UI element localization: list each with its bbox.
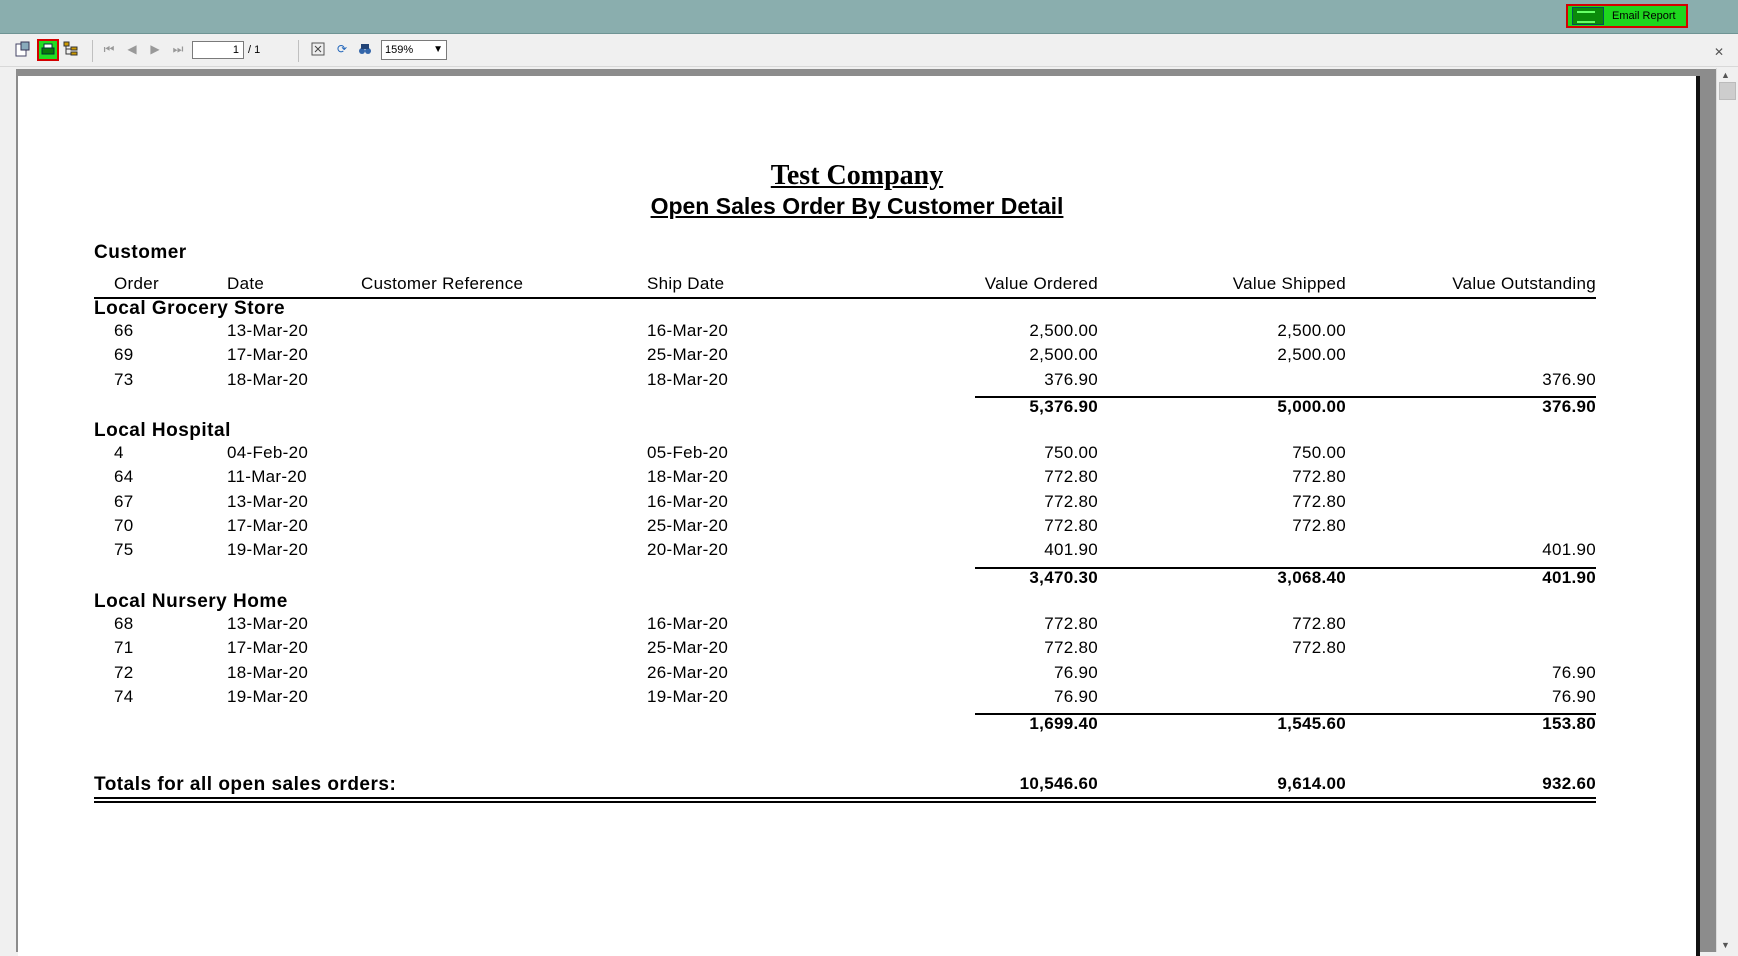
close-icon[interactable]: ✕ [1714, 45, 1725, 59]
company-name: Test Company [770, 160, 944, 191]
ship-date: 16-Mar-20 [647, 492, 729, 511]
report-toolbar [0, 34, 1738, 67]
ship-date: 26-Mar-20 [647, 663, 729, 682]
scroll-thumb[interactable] [1719, 82, 1736, 100]
order-number: 72 [114, 663, 134, 682]
value-shipped: 772.80 [1292, 492, 1346, 511]
ship-date: 16-Mar-20 [647, 321, 729, 340]
subtotal-outstanding: 376.90 [1542, 397, 1596, 416]
ship-date: 20-Mar-20 [647, 540, 729, 559]
subtotal-outstanding: 153.80 [1542, 714, 1596, 733]
value-ordered: 772.80 [1044, 614, 1098, 633]
zoom-value: 159% [385, 44, 414, 56]
email-report-label: Email Report [1612, 10, 1676, 22]
value-ordered: 772.80 [1044, 467, 1098, 486]
order-number: 4 [114, 443, 124, 462]
order-date: 17-Mar-20 [227, 638, 309, 657]
report-title: Open Sales Order By Customer Detail [650, 193, 1064, 219]
refresh-icon[interactable]: ⟳ [336, 42, 348, 56]
scroll-down-icon[interactable]: ▼ [1721, 940, 1730, 950]
ship-date: 18-Mar-20 [647, 370, 729, 389]
envelope-icon [1572, 7, 1604, 25]
grand-total-rule-top [94, 797, 1596, 799]
stop-icon[interactable] [310, 41, 326, 57]
order-number: 64 [114, 467, 134, 486]
customer-group-name: Local Nursery Home [94, 591, 288, 612]
ship-date: 25-Mar-20 [647, 638, 729, 657]
customer-group-name: Local Hospital [94, 420, 231, 441]
order-number: 73 [114, 370, 134, 389]
order-date: 18-Mar-20 [227, 370, 309, 389]
scroll-up-icon[interactable]: ▲ [1721, 70, 1730, 80]
value-ordered: 750.00 [1044, 443, 1098, 462]
order-number: 67 [114, 492, 134, 511]
value-ordered: 772.80 [1044, 638, 1098, 657]
value-ordered: 76.90 [1053, 687, 1098, 706]
zoom-select[interactable] [381, 40, 447, 60]
previous-page-icon[interactable]: ◀ [127, 42, 137, 56]
order-date: 11-Mar-20 [227, 467, 307, 486]
value-ordered: 376.90 [1044, 370, 1098, 389]
header-date: Date [227, 274, 265, 293]
subtotal-shipped: 5,000.00 [1277, 397, 1346, 416]
value-outstanding: 401.90 [1542, 540, 1596, 559]
value-shipped: 772.80 [1292, 638, 1346, 657]
subtotal-ordered: 1,699.40 [1029, 714, 1098, 733]
order-number: 68 [114, 614, 134, 633]
order-number: 66 [114, 321, 134, 340]
grand-total-outstanding: 932.60 [1542, 774, 1596, 793]
order-number: 71 [114, 638, 134, 657]
export-icon[interactable] [14, 41, 30, 57]
header-value-ordered: Value Ordered [984, 274, 1098, 293]
order-number: 69 [114, 345, 134, 364]
value-ordered: 401.90 [1044, 540, 1098, 559]
order-date: 13-Mar-20 [227, 492, 309, 511]
subtotal-ordered: 3,470.30 [1029, 568, 1098, 587]
value-outstanding: 76.90 [1551, 687, 1596, 706]
subtotal-shipped: 1,545.60 [1277, 714, 1346, 733]
value-ordered: 772.80 [1044, 492, 1098, 511]
header-value-shipped: Value Shipped [1232, 274, 1346, 293]
group-tree-icon[interactable] [63, 41, 79, 57]
report-page [18, 76, 1700, 956]
value-ordered: 2,500.00 [1029, 345, 1098, 364]
subtotal-ordered: 5,376.90 [1029, 397, 1098, 416]
page-count: / 1 [248, 44, 261, 56]
order-date: 13-Mar-20 [227, 614, 309, 633]
ship-date: 05-Feb-20 [647, 443, 729, 462]
print-icon[interactable] [37, 39, 59, 61]
header-customer: Customer [94, 242, 187, 263]
subtotal-shipped: 3,068.40 [1277, 568, 1346, 587]
order-number: 75 [114, 540, 134, 559]
grand-total-shipped: 9,614.00 [1277, 774, 1346, 793]
value-shipped: 750.00 [1292, 443, 1346, 462]
ship-date: 16-Mar-20 [647, 614, 729, 633]
value-outstanding: 76.90 [1551, 663, 1596, 682]
header-rule [94, 297, 1596, 299]
value-ordered: 76.90 [1053, 663, 1098, 682]
value-ordered: 772.80 [1044, 516, 1098, 535]
value-shipped: 772.80 [1292, 516, 1346, 535]
grand-total-ordered: 10,546.60 [1019, 774, 1098, 793]
ship-date: 19-Mar-20 [647, 687, 729, 706]
order-number: 74 [114, 687, 134, 706]
report-viewer [16, 69, 1716, 952]
order-date: 17-Mar-20 [227, 345, 309, 364]
vertical-scrollbar[interactable] [1716, 68, 1737, 952]
chevron-down-icon: ▼ [433, 44, 443, 55]
ship-date: 25-Mar-20 [647, 345, 729, 364]
order-date: 13-Mar-20 [227, 321, 309, 340]
value-outstanding: 376.90 [1542, 370, 1596, 389]
grand-total-label: Totals for all open sales orders: [94, 774, 397, 795]
order-date: 19-Mar-20 [227, 687, 309, 706]
ship-date: 18-Mar-20 [647, 467, 729, 486]
order-date: 18-Mar-20 [227, 663, 309, 682]
first-page-icon[interactable]: ⏮ [103, 41, 115, 56]
order-date: 04-Feb-20 [227, 443, 309, 462]
next-page-icon[interactable]: ▶ [150, 42, 160, 56]
header-ship-date: Ship Date [647, 274, 725, 293]
value-ordered: 2,500.00 [1029, 321, 1098, 340]
header-order: Order [114, 274, 159, 293]
last-page-icon[interactable]: ⏭ [172, 41, 184, 56]
customer-group-name: Local Grocery Store [94, 298, 286, 319]
header-value-outstanding: Value Outstanding [1452, 274, 1596, 293]
window-title-bar [0, 0, 1738, 34]
header-customer-reference: Customer Reference [361, 274, 524, 293]
order-number: 70 [114, 516, 134, 535]
page-number-input[interactable]: 1 [192, 41, 244, 59]
value-shipped: 772.80 [1292, 467, 1346, 486]
search-icon[interactable] [357, 41, 373, 57]
value-shipped: 772.80 [1292, 614, 1346, 633]
grand-total-rule-bottom [94, 801, 1596, 803]
order-date: 17-Mar-20 [227, 516, 309, 535]
value-shipped: 2,500.00 [1277, 321, 1346, 340]
email-report-button[interactable] [1566, 4, 1688, 28]
subtotal-outstanding: 401.90 [1542, 568, 1596, 587]
value-shipped: 2,500.00 [1277, 345, 1346, 364]
order-date: 19-Mar-20 [227, 540, 309, 559]
ship-date: 25-Mar-20 [647, 516, 729, 535]
